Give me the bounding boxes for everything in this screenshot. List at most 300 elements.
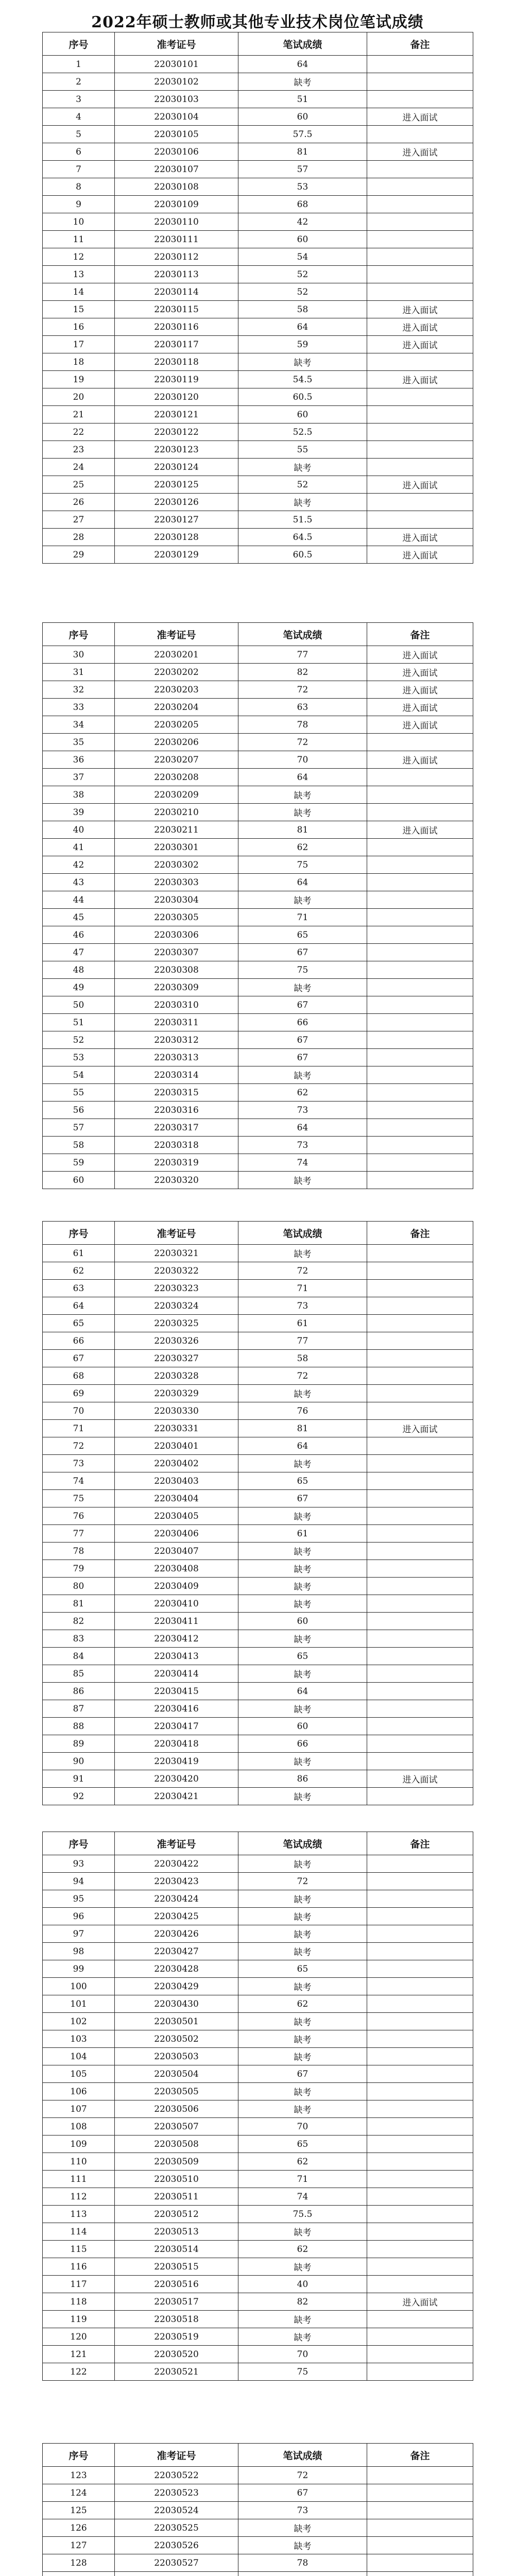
remark-cell — [367, 1350, 473, 1367]
table-row — [43, 961, 473, 979]
table-row — [43, 1455, 473, 1472]
ticket-number-cell: 22030428 — [115, 1960, 238, 1978]
ticket-number-cell: 22030413 — [115, 1648, 238, 1665]
column-header: 序号 — [43, 2444, 115, 2467]
ticket-number-cell: 22030125 — [115, 476, 238, 494]
table-row — [43, 2484, 473, 2502]
score-cell: 缺考 — [238, 1753, 367, 1770]
remark-cell — [367, 1154, 473, 1172]
seq-cell: 68 — [43, 1367, 115, 1385]
seq-cell: 43 — [43, 874, 115, 891]
ticket-number-cell: 22030523 — [115, 2484, 238, 2502]
remark-cell — [367, 891, 473, 909]
ticket-number-cell: 22030407 — [115, 1543, 238, 1560]
seq-cell: 26 — [43, 494, 115, 511]
remark-cell — [367, 1683, 473, 1700]
score-cell: 64 — [238, 1437, 367, 1455]
score-cell: 81 — [238, 1420, 367, 1437]
remark-cell — [367, 1788, 473, 1805]
table-row — [43, 2188, 473, 2206]
table-header-row — [43, 1832, 473, 1855]
ticket-number-cell: 22030511 — [115, 2188, 238, 2206]
ticket-number-cell: 22030306 — [115, 926, 238, 944]
ticket-number-cell: 22030420 — [115, 1770, 238, 1788]
table-row — [43, 2065, 473, 2083]
table-row — [43, 2048, 473, 2065]
remark-cell — [367, 353, 473, 371]
ticket-number-cell: 22030112 — [115, 248, 238, 266]
ticket-number-cell: 22030410 — [115, 1595, 238, 1613]
remark-cell — [367, 1049, 473, 1066]
remark-cell — [367, 1066, 473, 1084]
ticket-number-cell: 22030424 — [115, 1890, 238, 1908]
score-cell: 72 — [238, 1367, 367, 1385]
remark-cell — [367, 2484, 473, 2502]
seq-cell: 115 — [43, 2241, 115, 2258]
seq-cell: 74 — [43, 1472, 115, 1490]
remark-cell: 进入面试 — [367, 318, 473, 336]
seq-cell: 105 — [43, 2065, 115, 2083]
seq-cell: 1 — [43, 56, 115, 73]
column-header: 序号 — [43, 1222, 115, 1245]
seq-cell: 46 — [43, 926, 115, 944]
remark-cell: 进入面试 — [367, 681, 473, 699]
table-row — [43, 874, 473, 891]
table-row — [43, 1154, 473, 1172]
score-cell: 55 — [238, 441, 367, 459]
score-cell: 缺考 — [238, 459, 367, 476]
score-cell — [238, 2572, 367, 2576]
remark-cell — [367, 1385, 473, 1402]
seq-cell: 91 — [43, 1770, 115, 1788]
table-row — [43, 2241, 473, 2258]
seq-cell: 106 — [43, 2083, 115, 2100]
score-cell: 缺考 — [238, 891, 367, 909]
ticket-number-cell: 22030427 — [115, 1943, 238, 1960]
remark-cell — [367, 1437, 473, 1455]
seq-cell: 113 — [43, 2206, 115, 2223]
table-row — [43, 511, 473, 529]
ticket-number-cell: 22030515 — [115, 2258, 238, 2276]
remark-cell — [367, 2100, 473, 2118]
table-row — [43, 1683, 473, 1700]
seq-cell: 40 — [43, 821, 115, 839]
remark-cell — [367, 248, 473, 266]
table-row — [43, 926, 473, 944]
score-cell: 62 — [238, 1995, 367, 2013]
ticket-number-cell: 22030517 — [115, 2293, 238, 2311]
seq-cell: 66 — [43, 1332, 115, 1350]
remark-cell — [367, 2065, 473, 2083]
score-cell: 缺考 — [238, 1066, 367, 1084]
table-row — [43, 1788, 473, 1805]
score-cell: 78 — [238, 716, 367, 734]
remark-cell — [367, 874, 473, 891]
remark-cell — [367, 1613, 473, 1630]
ticket-number-cell: 22030418 — [115, 1735, 238, 1753]
seq-cell: 69 — [43, 1385, 115, 1402]
score-cell: 40 — [238, 2276, 367, 2293]
ticket-number-cell: 22030406 — [115, 1525, 238, 1543]
table-row — [43, 248, 473, 266]
ticket-number-cell: 22030107 — [115, 161, 238, 178]
seq-cell: 80 — [43, 1578, 115, 1595]
score-cell: 60 — [238, 1718, 367, 1735]
table-row — [43, 1890, 473, 1908]
table-row — [43, 2363, 473, 2381]
remark-cell — [367, 266, 473, 283]
remark-cell — [367, 1595, 473, 1613]
remark-cell — [367, 1995, 473, 2013]
table-row — [43, 2258, 473, 2276]
table-row — [43, 1049, 473, 1066]
table-row — [43, 1172, 473, 1189]
score-cell: 缺考 — [238, 2258, 367, 2276]
score-cell: 61 — [238, 1315, 367, 1332]
seq-cell: 64 — [43, 1297, 115, 1315]
ticket-number-cell: 22030525 — [115, 2519, 238, 2537]
score-cell: 72 — [238, 1262, 367, 1280]
seq-cell: 35 — [43, 734, 115, 751]
seq-cell: 45 — [43, 909, 115, 926]
ticket-number-cell: 22030415 — [115, 1683, 238, 1700]
ticket-number-cell: 22030118 — [115, 353, 238, 371]
score-cell: 65 — [238, 1648, 367, 1665]
ticket-number-cell: 22030514 — [115, 2241, 238, 2258]
remark-cell — [367, 1262, 473, 1280]
seq-cell: 24 — [43, 459, 115, 476]
table-row — [43, 1350, 473, 1367]
table-row — [43, 1367, 473, 1385]
table-row — [43, 2223, 473, 2241]
score-cell: 缺考 — [238, 979, 367, 996]
remark-cell — [367, 161, 473, 178]
score-cell: 75 — [238, 2363, 367, 2381]
remark-cell — [367, 1119, 473, 1137]
remark-cell — [367, 1925, 473, 1943]
remark-cell: 进入面试 — [367, 664, 473, 681]
table-row — [43, 664, 473, 681]
seq-cell: 85 — [43, 1665, 115, 1683]
score-cell: 78 — [238, 2554, 367, 2572]
ticket-number-cell: 22030127 — [115, 511, 238, 529]
seq-cell: 32 — [43, 681, 115, 699]
seq-cell: 52 — [43, 1031, 115, 1049]
score-cell: 81 — [238, 821, 367, 839]
remark-cell — [367, 996, 473, 1014]
table-row — [43, 1873, 473, 1890]
remark-cell — [367, 1578, 473, 1595]
table-row — [43, 423, 473, 441]
seq-cell: 41 — [43, 839, 115, 856]
remark-cell: 进入面试 — [367, 476, 473, 494]
score-cell: 60 — [238, 231, 367, 248]
seq-cell: 54 — [43, 1066, 115, 1084]
remark-cell — [367, 961, 473, 979]
ticket-number-cell: 22030316 — [115, 1101, 238, 1119]
ticket-number-cell: 22030520 — [115, 2346, 238, 2363]
remark-cell: 进入面试 — [367, 821, 473, 839]
remark-cell — [367, 2241, 473, 2258]
table-row — [43, 529, 473, 546]
score-cell: 61 — [238, 1525, 367, 1543]
score-cell: 66 — [238, 1735, 367, 1753]
column-header: 笔试成绩 — [238, 2444, 367, 2467]
score-cell: 57 — [238, 161, 367, 178]
table-row — [43, 56, 473, 73]
seq-cell: 89 — [43, 1735, 115, 1753]
remark-cell — [367, 856, 473, 874]
score-cell: 67 — [238, 2484, 367, 2502]
ticket-number-cell: 22030307 — [115, 944, 238, 961]
remark-cell — [367, 1718, 473, 1735]
ticket-number-cell: 22030123 — [115, 441, 238, 459]
seq-cell: 16 — [43, 318, 115, 336]
column-header: 备注 — [367, 1222, 473, 1245]
score-cell: 67 — [238, 1490, 367, 1507]
score-cell: 缺考 — [238, 1385, 367, 1402]
seq-cell: 47 — [43, 944, 115, 961]
seq-cell: 34 — [43, 716, 115, 734]
column-header: 准考证号 — [115, 1222, 238, 1245]
ticket-number-cell: 22030122 — [115, 423, 238, 441]
column-header: 备注 — [367, 32, 473, 56]
table-row — [43, 318, 473, 336]
score-cell: 64 — [238, 1683, 367, 1700]
score-cell: 74 — [238, 1154, 367, 1172]
remark-cell: 进入面试 — [367, 1770, 473, 1788]
seq-cell: 116 — [43, 2258, 115, 2276]
table-row — [43, 2136, 473, 2153]
column-header: 序号 — [43, 32, 115, 56]
seq-cell: 111 — [43, 2171, 115, 2188]
ticket-number-cell: 22030314 — [115, 1066, 238, 1084]
remark-cell — [367, 1280, 473, 1297]
ticket-number-cell: 22030321 — [115, 1245, 238, 1262]
ticket-number-cell: 22030330 — [115, 1402, 238, 1420]
score-cell: 缺考 — [238, 1455, 367, 1472]
seq-cell: 110 — [43, 2153, 115, 2171]
score-cell: 65 — [238, 1472, 367, 1490]
remark-cell — [367, 2554, 473, 2572]
ticket-number-cell: 22030513 — [115, 2223, 238, 2241]
seq-cell: 83 — [43, 1630, 115, 1648]
seq-cell: 14 — [43, 283, 115, 301]
remark-cell — [367, 2083, 473, 2100]
remark-cell — [367, 2030, 473, 2048]
seq-cell: 21 — [43, 406, 115, 423]
remark-cell — [367, 979, 473, 996]
score-cell: 57.5 — [238, 126, 367, 143]
score-cell: 缺考 — [238, 1507, 367, 1525]
score-cell: 62 — [238, 2241, 367, 2258]
seq-cell: 20 — [43, 388, 115, 406]
score-cell: 82 — [238, 664, 367, 681]
ticket-number-cell: 22030116 — [115, 318, 238, 336]
remark-cell — [367, 126, 473, 143]
score-cell: 62 — [238, 839, 367, 856]
score-cell: 缺考 — [238, 73, 367, 91]
score-cell: 59 — [238, 336, 367, 353]
seq-cell: 103 — [43, 2030, 115, 2048]
seq-cell: 124 — [43, 2484, 115, 2502]
seq-cell: 23 — [43, 441, 115, 459]
ticket-number-cell: 22030324 — [115, 1297, 238, 1315]
table-row — [43, 126, 473, 143]
seq-cell: 33 — [43, 699, 115, 716]
remark-cell — [367, 1753, 473, 1770]
ticket-number-cell: 22030329 — [115, 1385, 238, 1402]
table-row — [43, 1978, 473, 1995]
seq-cell: 31 — [43, 664, 115, 681]
remark-cell — [367, 1978, 473, 1995]
seq-cell: 95 — [43, 1890, 115, 1908]
column-header: 准考证号 — [115, 2444, 238, 2467]
ticket-number-cell: 22030506 — [115, 2100, 238, 2118]
remark-cell — [367, 494, 473, 511]
ticket-number-cell: 22030327 — [115, 1350, 238, 1367]
remark-cell — [367, 2363, 473, 2381]
score-cell: 缺考 — [238, 1700, 367, 1718]
seq-cell: 28 — [43, 529, 115, 546]
remark-cell — [367, 1031, 473, 1049]
score-cell: 缺考 — [238, 2013, 367, 2030]
ticket-number-cell: 22030526 — [115, 2537, 238, 2554]
ticket-number-cell: 22030210 — [115, 804, 238, 821]
table-row — [43, 1595, 473, 1613]
remark-cell — [367, 1014, 473, 1031]
ticket-number-cell: 22030106 — [115, 143, 238, 161]
score-cell: 72 — [238, 2467, 367, 2484]
seq-cell: 78 — [43, 1543, 115, 1560]
seq-cell: 11 — [43, 231, 115, 248]
ticket-number-cell: 22030109 — [115, 196, 238, 213]
remark-cell — [367, 1137, 473, 1154]
remark-cell: 进入面试 — [367, 336, 473, 353]
remark-cell — [367, 944, 473, 961]
remark-cell — [367, 459, 473, 476]
table-row — [43, 1908, 473, 1925]
ticket-number-cell: 22030117 — [115, 336, 238, 353]
table-row — [43, 839, 473, 856]
ticket-number-cell: 22030425 — [115, 1908, 238, 1925]
remark-cell — [367, 73, 473, 91]
table-row — [43, 1245, 473, 1262]
remark-cell — [367, 1735, 473, 1753]
remark-cell — [367, 1543, 473, 1560]
score-cell: 72 — [238, 1873, 367, 1890]
ticket-number-cell: 22030303 — [115, 874, 238, 891]
remark-cell — [367, 1245, 473, 1262]
table-row — [43, 2013, 473, 2030]
column-header: 备注 — [367, 2444, 473, 2467]
remark-cell — [367, 2328, 473, 2346]
table-row — [43, 196, 473, 213]
score-cell: 52 — [238, 476, 367, 494]
ticket-number-cell: 22030320 — [115, 1172, 238, 1189]
ticket-number-cell: 22030310 — [115, 996, 238, 1014]
remark-cell — [367, 1297, 473, 1315]
score-cell: 60 — [238, 1613, 367, 1630]
ticket-number-cell: 22030328 — [115, 1367, 238, 1385]
score-cell: 75.5 — [238, 2206, 367, 2223]
table-row — [43, 143, 473, 161]
score-cell: 73 — [238, 1101, 367, 1119]
ticket-number-cell: 22030110 — [115, 213, 238, 231]
remark-cell — [367, 423, 473, 441]
remark-cell — [367, 839, 473, 856]
remark-cell — [367, 2502, 473, 2519]
seq-cell: 88 — [43, 1718, 115, 1735]
remark-cell: 进入面试 — [367, 108, 473, 126]
score-cell: 缺考 — [238, 2223, 367, 2241]
seq-cell: 79 — [43, 1560, 115, 1578]
seq-cell: 56 — [43, 1101, 115, 1119]
table-row — [43, 2311, 473, 2328]
table-row — [43, 1137, 473, 1154]
remark-cell — [367, 804, 473, 821]
remark-cell — [367, 1855, 473, 1873]
seq-cell: 9 — [43, 196, 115, 213]
remark-cell — [367, 1665, 473, 1683]
score-cell: 62 — [238, 2153, 367, 2171]
table-row — [43, 1855, 473, 1873]
seq-cell: 119 — [43, 2311, 115, 2328]
score-cell: 70 — [238, 751, 367, 769]
ticket-number-cell: 22030208 — [115, 769, 238, 786]
score-cell: 71 — [238, 1280, 367, 1297]
table-row — [43, 213, 473, 231]
remark-cell — [367, 2276, 473, 2293]
remark-cell — [367, 441, 473, 459]
seq-cell: 39 — [43, 804, 115, 821]
ticket-number-cell: 22030519 — [115, 2328, 238, 2346]
seq-cell: 87 — [43, 1700, 115, 1718]
ticket-number-cell: 22030414 — [115, 1665, 238, 1683]
remark-cell — [367, 2537, 473, 2554]
seq-cell: 61 — [43, 1245, 115, 1262]
ticket-number-cell: 22030312 — [115, 1031, 238, 1049]
score-cell: 51 — [238, 91, 367, 108]
remark-cell — [367, 2311, 473, 2328]
remark-cell — [367, 1507, 473, 1525]
seq-cell: 99 — [43, 1960, 115, 1978]
remark-cell — [367, 2136, 473, 2153]
score-cell: 缺考 — [238, 786, 367, 804]
table-row — [43, 2100, 473, 2118]
table-row — [43, 1543, 473, 1560]
remark-cell — [367, 1455, 473, 1472]
seq-cell: 4 — [43, 108, 115, 126]
seq-cell: 10 — [43, 213, 115, 231]
seq-cell: 18 — [43, 353, 115, 371]
seq-cell: 122 — [43, 2363, 115, 2381]
table-row — [43, 178, 473, 196]
table-row — [43, 1665, 473, 1683]
remark-cell — [367, 2013, 473, 2030]
ticket-number-cell: 22030205 — [115, 716, 238, 734]
score-cell: 72 — [238, 734, 367, 751]
ticket-number-cell: 22030409 — [115, 1578, 238, 1595]
ticket-number-cell: 22030201 — [115, 646, 238, 664]
seq-cell: 44 — [43, 891, 115, 909]
remark-cell: 进入面试 — [367, 1420, 473, 1437]
ticket-number-cell: 22030429 — [115, 1978, 238, 1995]
score-cell: 67 — [238, 1049, 367, 1066]
score-cell: 71 — [238, 2171, 367, 2188]
seq-cell — [43, 2572, 115, 2576]
table-row — [43, 2030, 473, 2048]
